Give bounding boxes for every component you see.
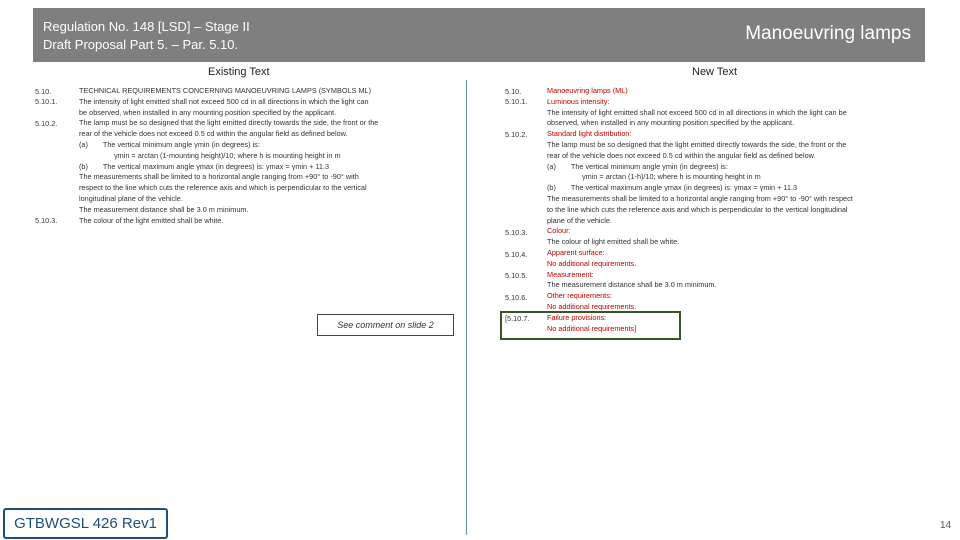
para-number: 5.10.2. [35,119,58,128]
para-number: 5.10. [35,87,52,96]
heading-line: Standard light distribution: [547,129,632,139]
text-line: γmin = arctan (1-h)/10; where h is mounting height in m [582,172,761,182]
text-line [79,140,378,151]
text-line: The intensity of light emitted shall not exceed 500 cd in all directions in which the light can be [547,107,847,117]
heading-line: Manoeuvring lamps (ML) [547,86,628,95]
header-line-2: Draft Proposal Part 5. – Par. 5.10. [43,37,239,52]
page-number: 14 [940,520,952,531]
heading-line: Measurement: [547,269,594,279]
text-line: The measurements shall be limited to a horizontal angle ranging from +90° to -90° with respect [547,193,853,203]
text-line: No additional requirements. [547,258,637,268]
text-line: The intensity of light emitted shall not exceed 500 cd in all directions in which the light can [79,96,369,106]
para-number: 5.10. [505,87,522,96]
text-line: The colour of the light emitted shall be white. [79,215,224,225]
text-line: The measurements shall be limited to a horizontal angle ranging from +90° to -90° with [79,172,359,182]
item-label: (b) [79,161,88,171]
para-number: 5.10.6. [505,293,528,302]
item-text: The vertical minimum angle γmin (in degrees) is: [102,139,260,149]
text-line: to the line which cuts the reference axis and which is perpendicular to the vertical longitudinal [547,204,848,214]
text-line: rear of the vehicle does not exceed 0.5 cd within the angular field as defined below. [79,129,348,139]
para-number: 5.10.2. [505,130,528,139]
text-line: The lamp must be so designed that the light emitted directly towards the side, the front or the [79,118,379,128]
text-line: respect to the line which cuts the reference axis and which is perpendicular to the vertical [79,183,367,193]
para-number: 5.10.1. [35,97,58,106]
slide-header [33,8,925,62]
heading-line: Colour: [547,226,571,236]
item-label: (b) [547,183,556,193]
highlight-box [500,311,681,340]
heading-line: Other requirements: [547,291,612,301]
existing-text-title: Existing Text [208,66,270,78]
para-number: 5.10.1. [505,97,528,106]
text-line: No additional requirements. [547,301,637,311]
text-line: longitudinal plane of the vehicle. [79,193,183,203]
text-line [547,183,853,194]
document-label: GTBWGSL 426 Rev1 [3,508,168,539]
heading-line: Luminous intensity: [547,96,610,106]
text-line: TECHNICAL REQUIREMENTS CONCERNING MANOEUVRING LAMPS (SYMBOLS ML) [79,86,372,95]
item-label: (a) [79,139,88,149]
text-line: plane of the vehicle. [547,215,612,225]
text-line: The colour of light emitted shall be white. [547,237,680,247]
text-line: rear of the vehicle does not exceed 0.5 cd within the angular field as defined below. [547,150,816,160]
text-line: be observed, when installed in any mounting position specified by the applicant. [79,107,337,117]
column-divider [466,80,467,535]
header-subtitle [43,18,250,54]
text-line: γmin = arctan (1-mounting height)/10; where h is mounting height in m [114,150,341,160]
header-title: Manoeuvring lamps [745,23,911,44]
para-number: 5.10.3. [35,216,58,225]
item-label: (a) [547,161,556,171]
para-number: 5.10.4. [505,250,528,259]
header-line-1: Regulation No. 148 [LSD] – Stage II [43,19,250,34]
new-body [547,86,853,334]
text-line [79,162,378,173]
para-number: [5.10.7. [505,314,530,323]
heading-line: Failure provisions: [547,312,607,322]
text-line: No additional requirements] [547,323,637,333]
text-line: observed, when installed in any mounting position specified by the applicant. [547,118,795,128]
para-number: 5.10.5. [505,271,528,280]
text-line [547,162,853,173]
item-text: The vertical minimum angle γmin (in degrees) is: [570,161,728,171]
text-line: The lamp must be so designed that the light emitted directly towards the side, the front or the [547,139,847,149]
item-text: The vertical maximum angle γmax (in degrees) is: γmax = γmin + 11.3 [102,161,330,171]
para-number: 5.10.3. [505,228,528,237]
new-text-title: New Text [692,66,738,78]
comment-note: See comment on slide 2 [317,314,454,336]
heading-line: Apparent surface: [547,247,605,257]
item-text: The vertical maximum angle γmax (in degrees) is: γmax = γmin + 11.3 [570,183,798,193]
text-line: The measurement distance shall be 3.0 m minimum. [547,280,717,290]
text-line: The measurement distance shall be 3.0 m minimum. [79,204,249,214]
existing-body [79,86,378,226]
